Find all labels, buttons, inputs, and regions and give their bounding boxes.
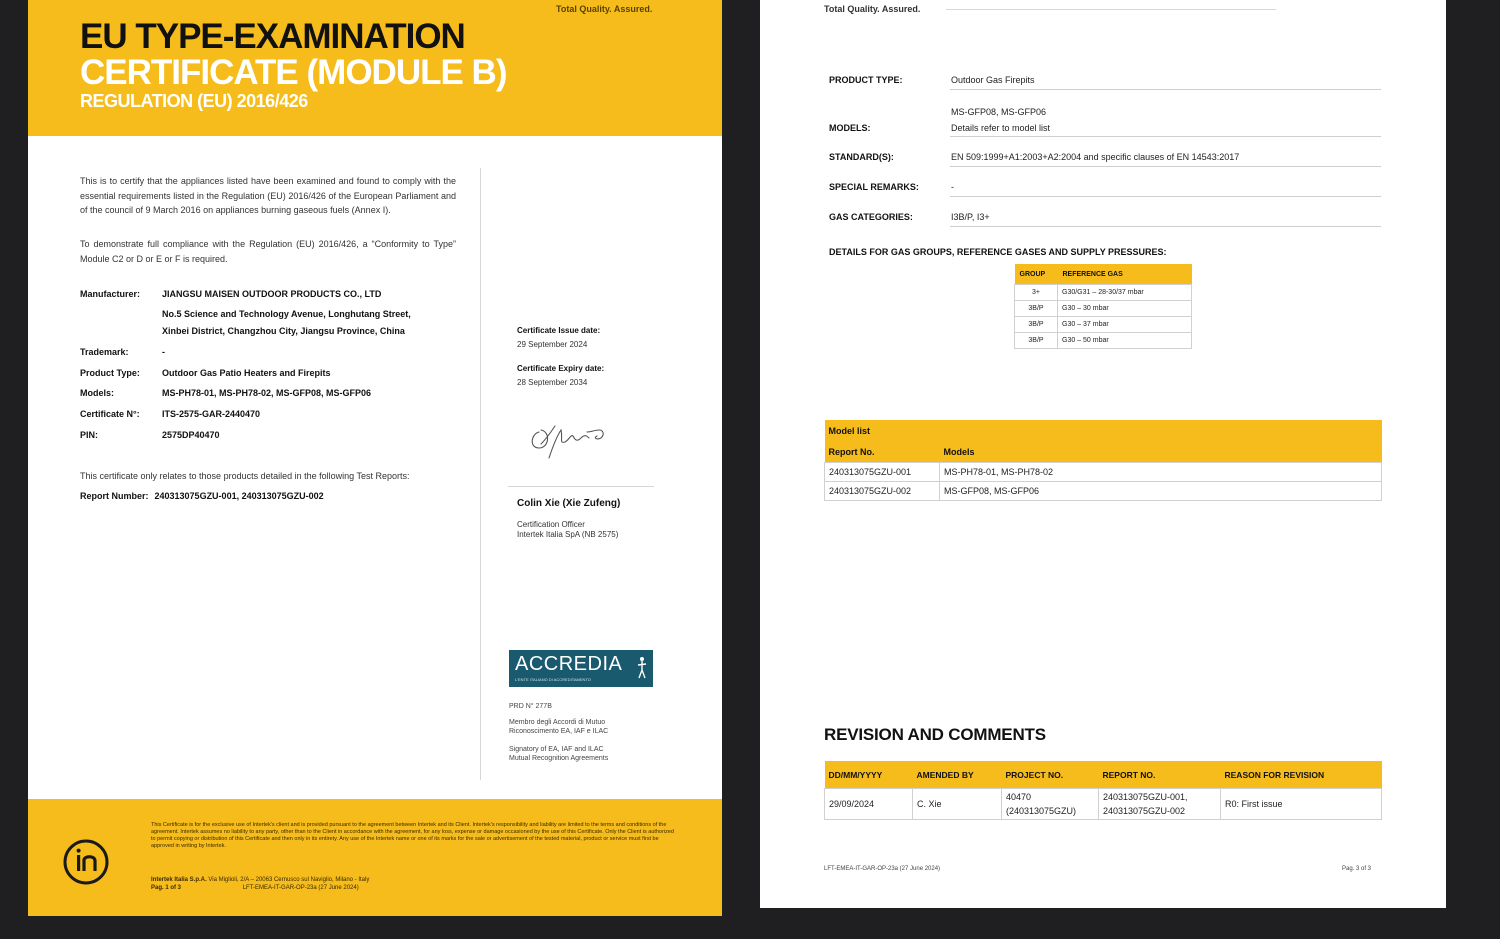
revision-date-cell: 29/09/2024 <box>825 789 913 820</box>
pin-value: 2575DP40470 <box>162 430 220 440</box>
tagline: Total Quality. Assured. <box>556 4 653 14</box>
manufacturer-address-line2: Xinbei District, Changzhou City, Jiangsu Province, China <box>162 326 405 336</box>
prd-number: PRD N° 277B <box>509 703 552 710</box>
standards-value: EN 509:1999+A1:2003+A2:2004 and specific clauses of EN 14543:2017 <box>951 152 1240 162</box>
report-number-field <box>80 491 324 501</box>
test-report-note: This certificate only relates to those products detailed in the following Test Reports: <box>80 471 410 481</box>
revision-header-project: PROJECT NO. <box>1002 761 1099 789</box>
revision-header-amended: AMENDED BY <box>913 761 1002 789</box>
models-label: MODELS: <box>829 123 871 133</box>
signer-role-block <box>517 520 618 540</box>
model-list-table <box>824 420 1382 501</box>
footer-form-code: LFT-EMEA-IT-GAR-OP-23a (27 June 2024) <box>824 866 941 872</box>
gas-table-header-group: GROUP <box>1015 264 1058 285</box>
field-underline <box>950 196 1381 197</box>
mutual-recognition-en <box>509 745 608 763</box>
signer-role: Certification Officer <box>517 520 585 529</box>
intertek-logo-icon <box>62 838 110 886</box>
table-row <box>825 463 1382 482</box>
manufacturer-name: JIANGSU MAISEN OUTDOOR PRODUCTS CO., LTD <box>162 289 382 299</box>
certificate-footer <box>28 799 722 916</box>
expiry-date-label: Certificate Expiry date: <box>517 364 605 373</box>
accredia-wordmark: ACCREDIA <box>515 653 623 675</box>
special-remarks-label: SPECIAL REMARKS: <box>829 182 919 192</box>
signature-divider <box>508 486 654 487</box>
revision-header-date: DD/MM/YYYY <box>825 761 913 789</box>
signer-organisation: Intertek Italia SpA (NB 2575) <box>517 530 619 539</box>
certificate-number-label: Certificate N°: <box>80 409 140 419</box>
accredia-figure-icon <box>637 656 647 680</box>
models-cell: MS-GFP08, MS-GFP06 <box>940 482 1382 501</box>
project-number: 40470 <box>1006 792 1032 802</box>
reference-gas-cell: G30 – 50 mbar <box>1058 333 1192 349</box>
table-row <box>825 482 1382 501</box>
gas-details-heading: DETAILS FOR GAS GROUPS, REFERENCE GASES AND SUPPLY PRESSURES: <box>829 247 1167 257</box>
revision-project-cell <box>1002 789 1099 820</box>
revision-report-cell <box>1099 789 1221 820</box>
field-underline <box>950 89 1381 90</box>
product-type-label: Product Type: <box>80 368 140 378</box>
footer-address-block <box>151 877 369 892</box>
certificate-subtitle: CERTIFICATE (MODULE B) <box>80 53 507 92</box>
footer-form-code: LFT-EMEA-IT-GAR-OP-23a (27 June 2024) <box>242 884 359 891</box>
models-value: MS-GFP08, MS-GFP06 <box>951 107 1047 117</box>
intro-paragraph: This is to certify that the appliances listed have been examined and found to comply with the essential requirements listed in the Regulation (EU) 2016/426 of the European Parliament and of the council of 9 March 2016 on appliances burning gaseous fuels (Annex I). <box>80 176 456 215</box>
issue-date-label: Certificate Issue date: <box>517 326 601 335</box>
gas-group-cell: 3B/P <box>1015 333 1058 349</box>
report-number-value: 240313075GZU-001, 240313075GZU-002 <box>154 491 324 501</box>
issue-date-block <box>517 326 600 349</box>
signature-image <box>525 418 617 464</box>
models-details: Details refer to model list <box>951 123 1051 133</box>
models-label: Models: <box>80 388 115 398</box>
revision-header-reason: REASON FOR REVISION <box>1221 761 1382 789</box>
gas-categories-value: I3B/P, I3+ <box>951 212 990 222</box>
gas-groups-table <box>1014 264 1192 349</box>
footer-page-number: Pag. 1 of 3 <box>151 884 182 891</box>
reference-gas-cell: G30 – 30 mbar <box>1058 301 1192 317</box>
product-type-value: Outdoor Gas Firepits <box>951 75 1035 85</box>
tagline: Total Quality. Assured. <box>824 4 921 14</box>
regulation-label: REGULATION (EU) 2016/426 <box>80 91 308 111</box>
trademark-label: Trademark: <box>80 347 129 357</box>
revision-title: REVISION AND COMMENTS <box>824 725 1046 744</box>
model-list-caption: Model list <box>825 420 1382 442</box>
report-number-label: Report Number: <box>80 491 149 501</box>
report-number-2: 240313075GZU-002 <box>1103 806 1186 816</box>
certificate-title: EU TYPE-EXAMINATION <box>80 17 465 56</box>
gas-group-cell: 3+ <box>1015 285 1058 301</box>
reference-gas-cell: G30/G31 – 28-30/37 mbar <box>1058 285 1192 301</box>
member-line2: Riconoscimento EA, IAF e ILAC <box>509 728 609 735</box>
table-row <box>1015 285 1192 301</box>
special-remarks-value: - <box>951 182 954 192</box>
model-list-header-report: Report No. <box>825 442 940 463</box>
project-reference: (240313075GZU) <box>1006 806 1077 816</box>
pin-label: PIN: <box>80 430 98 440</box>
member-line1: Membro degli Accordi di Mutuo <box>509 719 606 726</box>
gas-group-cell: 3B/P <box>1015 301 1058 317</box>
issue-date-value: 29 September 2024 <box>517 340 588 349</box>
certificate-header <box>28 0 722 136</box>
header-rule <box>946 9 1276 10</box>
certificate-page-1 <box>28 0 722 916</box>
field-underline <box>950 226 1381 227</box>
column-divider <box>480 168 481 780</box>
manufacturer-label: Manufacturer: <box>80 289 141 299</box>
conformity-paragraph: To demonstrate full compliance with the Regulation (EU) 2016/426, a “Conformity to Type” Module C2 or D or E or F is required. <box>80 239 456 264</box>
product-type-label: PRODUCT TYPE: <box>829 75 903 85</box>
table-row <box>1015 301 1192 317</box>
revision-amended-cell: C. Xie <box>913 789 1002 820</box>
gas-categories-label: GAS CATEGORIES: <box>829 212 913 222</box>
signer-name: Colin Xie (Xie Zufeng) <box>517 498 621 509</box>
accredia-tagline: L'ENTE ITALIANO DI ACCREDITAMENTO <box>515 677 591 682</box>
product-type-value: Outdoor Gas Patio Heaters and Firepits <box>162 368 331 378</box>
field-underline <box>950 166 1381 167</box>
signatory-line2: Mutual Recognition Agreements <box>509 755 609 762</box>
footer-address: Via Miglioli, 2/A – 20063 Cernusco sul Naviglio, Milano - Italy <box>208 877 370 883</box>
footer-disclaimer: This Certificate is for the exclusive use of Intertek's client and is provided pursuant to the agreement between Intertek and its Client. Intertek's responsibility and liability are limited to the terms and conditions of the agreement. Intertek assumes no liability to any party, other than to the Client in accordance with the agreement, for any loss, expense or damage occasioned by the use of this Certificate. Only the Client is authorized to permit copying or distribution of this Certificate and then only in its entirety. Any use of the Intertek name or one of its marks for the sale or advertisement of the tested material, product or service must first be approved in writing by Intertek. <box>151 822 674 849</box>
revision-header-report: REPORT NO. <box>1099 761 1221 789</box>
certificate-page-3 <box>760 0 1446 908</box>
models-cell: MS-PH78-01, MS-PH78-02 <box>940 463 1382 482</box>
field-underline <box>950 136 1381 137</box>
certificate-number-value: ITS-2575-GAR-2440470 <box>162 409 261 419</box>
report-number-cell: 240313075GZU-002 <box>825 482 940 501</box>
footer-company: Intertek Italia S.p.A. <box>151 877 207 883</box>
table-row <box>825 789 1382 820</box>
manufacturer-address-line1: No.5 Science and Technology Avenue, Longhutang Street, <box>162 309 411 319</box>
footer-page-number: Pag. 3 of 3 <box>1342 866 1372 872</box>
reference-gas-cell: G30 – 37 mbar <box>1058 317 1192 333</box>
gas-table-header-reference: REFERENCE GAS <box>1058 264 1192 285</box>
table-row <box>1015 317 1192 333</box>
signatory-line1: Signatory of EA, IAF and ILAC <box>509 746 604 753</box>
report-number-1: 240313075GZU-001, <box>1103 792 1188 802</box>
trademark-value: - <box>162 347 165 357</box>
mutual-recognition-it <box>509 718 608 736</box>
gas-group-cell: 3B/P <box>1015 317 1058 333</box>
table-row <box>1015 333 1192 349</box>
revision-table <box>824 761 1382 820</box>
accredia-logo <box>509 650 653 687</box>
standards-label: STANDARD(S): <box>829 152 894 162</box>
expiry-date-value: 28 September 2034 <box>517 378 588 387</box>
expiry-date-block <box>517 364 604 387</box>
report-number-cell: 240313075GZU-001 <box>825 463 940 482</box>
revision-reason-cell: R0: First issue <box>1221 789 1382 820</box>
models-value: MS-PH78-01, MS-PH78-02, MS-GFP08, MS-GFP06 <box>162 388 372 398</box>
model-list-header-models: Models <box>940 442 1382 463</box>
